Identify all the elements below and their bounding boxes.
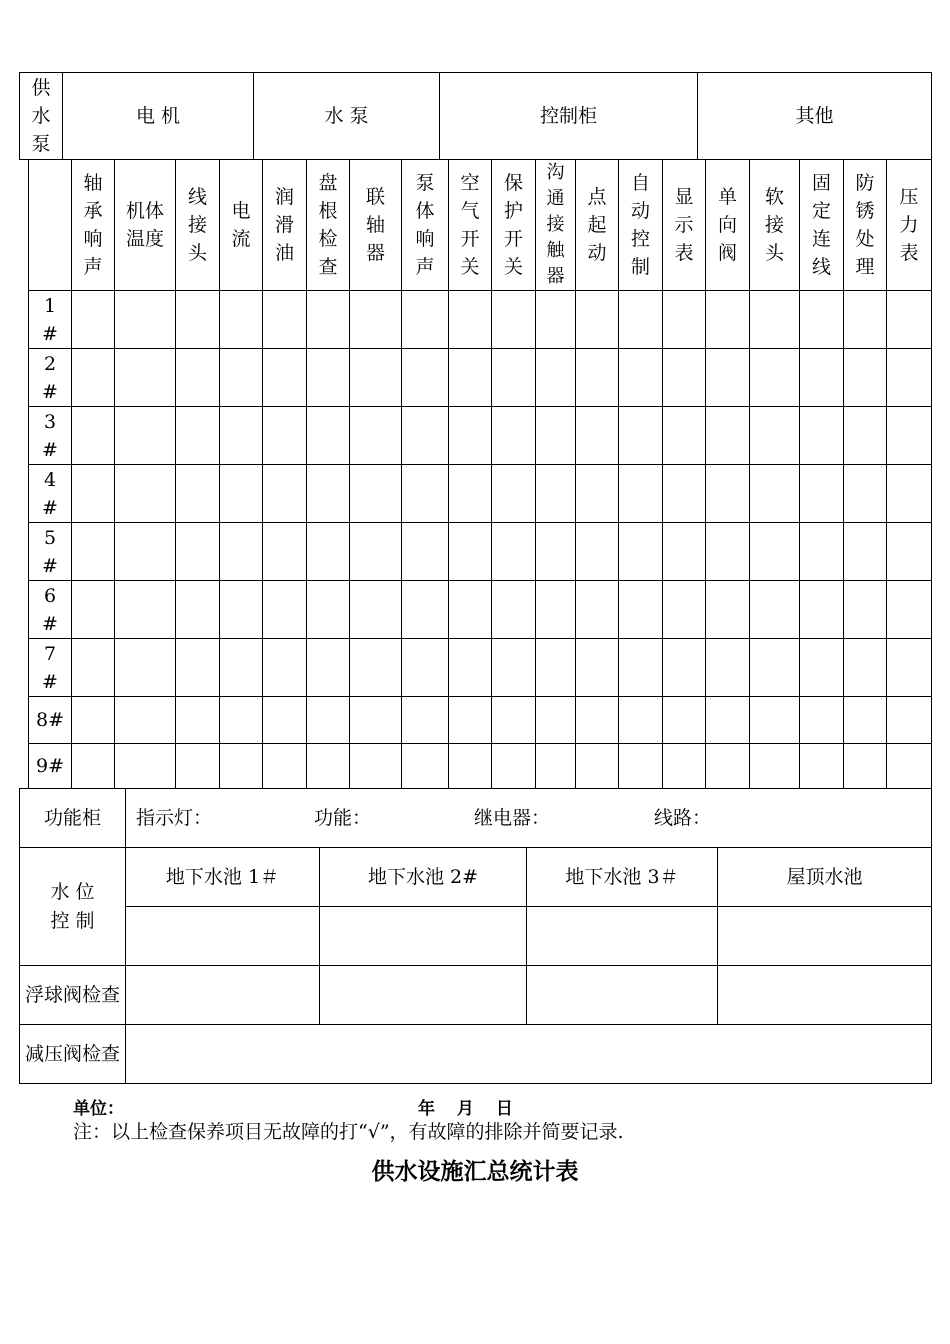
check-cell[interactable] — [800, 291, 844, 349]
check-cell[interactable] — [350, 744, 402, 789]
check-cell[interactable] — [220, 291, 263, 349]
check-cell[interactable] — [492, 349, 536, 407]
check-cell[interactable] — [115, 465, 176, 523]
column-header-row — [29, 160, 932, 291]
wiring-label: 线路： — [654, 807, 712, 829]
pump-row-label-cell — [29, 349, 72, 407]
check-cell[interactable] — [536, 349, 576, 407]
check-cell[interactable] — [449, 744, 492, 789]
col-header: 压力表 — [887, 160, 932, 291]
check-cell[interactable] — [844, 291, 887, 349]
check-cell[interactable] — [307, 465, 350, 523]
group-pump: 水 泵 — [254, 73, 440, 160]
pump-row-label-cell — [29, 523, 72, 581]
col-header: 润滑油 — [263, 160, 307, 291]
check-cell[interactable] — [844, 465, 887, 523]
check-cell[interactable] — [887, 581, 932, 639]
check-cell[interactable] — [220, 407, 263, 465]
check-cell[interactable] — [706, 697, 750, 744]
pool-2-header: 地下水池 2# — [320, 848, 527, 907]
check-cell[interactable] — [706, 523, 750, 581]
pump-row-label: 6# — [42, 584, 58, 635]
note-text: 注：以上检查保养项目无故障的打“√”，有故障的排除并简要记录. — [73, 1121, 624, 1143]
check-cell[interactable] — [220, 349, 263, 407]
check-cell[interactable] — [176, 349, 220, 407]
col-header: 轴承响声 — [72, 160, 115, 291]
check-cell[interactable] — [115, 744, 176, 789]
check-cell[interactable] — [576, 465, 619, 523]
check-cell[interactable] — [492, 407, 536, 465]
check-cell[interactable] — [307, 407, 350, 465]
check-cell[interactable] — [307, 523, 350, 581]
check-cell[interactable] — [492, 697, 536, 744]
pump-row-label: 4# — [42, 468, 58, 519]
pump-row — [29, 639, 932, 697]
check-cell[interactable] — [449, 697, 492, 744]
check-cell[interactable] — [115, 407, 176, 465]
check-cell[interactable] — [844, 523, 887, 581]
check-cell[interactable] — [663, 465, 706, 523]
check-cell[interactable] — [115, 639, 176, 697]
check-cell[interactable] — [800, 697, 844, 744]
check-cell[interactable] — [350, 581, 402, 639]
check-cell[interactable] — [887, 465, 932, 523]
pressure-valve-cell[interactable] — [126, 1025, 932, 1084]
check-cell[interactable] — [887, 349, 932, 407]
check-cell[interactable] — [576, 407, 619, 465]
pump-row-label-cell — [29, 465, 72, 523]
check-cell[interactable] — [263, 639, 307, 697]
check-cell[interactable] — [800, 465, 844, 523]
float-valve-cell[interactable] — [527, 966, 718, 1025]
check-cell[interactable] — [844, 581, 887, 639]
check-cell[interactable] — [307, 639, 350, 697]
roof-pool-value[interactable] — [718, 907, 932, 966]
check-cell[interactable] — [492, 465, 536, 523]
check-cell[interactable] — [536, 639, 576, 697]
check-cell[interactable] — [492, 744, 536, 789]
pump-row — [29, 697, 932, 744]
check-cell[interactable] — [220, 523, 263, 581]
indicator-light-label: 指示灯： — [136, 807, 213, 829]
check-cell[interactable] — [844, 349, 887, 407]
check-cell[interactable] — [663, 639, 706, 697]
date-label: 年 月 日 — [418, 1099, 513, 1119]
pump-row — [29, 407, 932, 465]
pool-header-row — [20, 848, 932, 907]
check-cell[interactable] — [176, 291, 220, 349]
check-cell[interactable] — [619, 291, 663, 349]
check-cell[interactable] — [350, 291, 402, 349]
check-cell[interactable] — [887, 407, 932, 465]
col-header: 线接头 — [176, 160, 220, 291]
pump-row-label: 8# — [35, 709, 64, 731]
check-cell[interactable] — [402, 744, 449, 789]
check-cell[interactable] — [750, 697, 800, 744]
unit-label: 单位： — [73, 1099, 124, 1119]
col-header: 单向阀 — [706, 160, 750, 291]
check-cell[interactable] — [72, 523, 115, 581]
check-cell[interactable] — [263, 407, 307, 465]
check-cell[interactable] — [350, 349, 402, 407]
col-header: 盘根检查 — [307, 160, 350, 291]
check-cell[interactable] — [72, 697, 115, 744]
water-level-values-row — [20, 907, 932, 966]
check-cell[interactable] — [750, 744, 800, 789]
check-cell[interactable] — [844, 744, 887, 789]
check-cell[interactable] — [887, 744, 932, 789]
check-cell[interactable] — [263, 291, 307, 349]
check-cell[interactable] — [887, 291, 932, 349]
check-cell[interactable] — [576, 744, 619, 789]
function-cabinet-row — [20, 789, 932, 848]
check-cell[interactable] — [536, 523, 576, 581]
check-cell[interactable] — [350, 465, 402, 523]
check-cell[interactable] — [492, 639, 536, 697]
check-cell[interactable] — [176, 581, 220, 639]
check-cell[interactable] — [220, 744, 263, 789]
check-cell[interactable] — [115, 349, 176, 407]
check-cell[interactable] — [263, 465, 307, 523]
float-valve-label: 浮球阀检查 — [20, 966, 126, 1025]
check-cell[interactable] — [492, 291, 536, 349]
function-label: 功能： — [314, 807, 372, 829]
check-cell[interactable] — [115, 291, 176, 349]
check-cell[interactable] — [72, 744, 115, 789]
check-cell[interactable] — [576, 523, 619, 581]
check-cell[interactable] — [706, 349, 750, 407]
function-cabinet-items — [126, 789, 932, 848]
check-cell[interactable] — [536, 291, 576, 349]
col-header: 泵体响声 — [402, 160, 449, 291]
check-cell[interactable] — [800, 581, 844, 639]
check-cell[interactable] — [176, 697, 220, 744]
check-cell[interactable] — [402, 407, 449, 465]
check-cell[interactable] — [619, 697, 663, 744]
check-cell[interactable] — [263, 744, 307, 789]
pressure-valve-row — [20, 1025, 932, 1084]
check-cell[interactable] — [220, 639, 263, 697]
pump-row-label-cell — [29, 291, 72, 349]
roof-pool-header: 屋顶水池 — [718, 848, 932, 907]
float-valve-cell[interactable] — [126, 966, 320, 1025]
check-cell[interactable] — [72, 349, 115, 407]
check-cell[interactable] — [750, 291, 800, 349]
check-cell[interactable] — [402, 291, 449, 349]
check-cell[interactable] — [176, 465, 220, 523]
check-cell[interactable] — [536, 407, 576, 465]
pump-row-label-cell — [29, 639, 72, 697]
pump-row — [29, 291, 932, 349]
row-label-header — [29, 160, 72, 291]
col-header: 显示表 — [663, 160, 706, 291]
check-cell[interactable] — [115, 581, 176, 639]
water-level-label: 水 位 控 制 — [50, 880, 95, 932]
pump-row — [29, 523, 932, 581]
check-cell[interactable] — [449, 639, 492, 697]
col-header: 空气开关 — [449, 160, 492, 291]
check-cell[interactable] — [887, 523, 932, 581]
check-cell[interactable] — [800, 639, 844, 697]
pump-row — [29, 744, 932, 789]
pool-3-value[interactable] — [527, 907, 718, 966]
check-cell[interactable] — [350, 523, 402, 581]
check-cell[interactable] — [536, 744, 576, 789]
float-valve-cell[interactable] — [718, 966, 932, 1025]
col-header: 自动控制 — [619, 160, 663, 291]
check-cell[interactable] — [844, 697, 887, 744]
check-cell[interactable] — [887, 639, 932, 697]
col-header: 点起动 — [576, 160, 619, 291]
check-cell[interactable] — [663, 697, 706, 744]
inspection-grid — [28, 159, 932, 789]
check-cell[interactable] — [350, 407, 402, 465]
check-cell[interactable] — [402, 697, 449, 744]
check-cell[interactable] — [220, 697, 263, 744]
check-cell[interactable] — [619, 744, 663, 789]
pump-row-label: 3# — [42, 410, 58, 461]
function-cabinet-label: 功能柜 — [20, 789, 126, 848]
pump-row-label: 5# — [42, 526, 58, 577]
check-cell[interactable] — [263, 581, 307, 639]
col-header: 电流 — [220, 160, 263, 291]
check-cell[interactable] — [307, 581, 350, 639]
check-cell[interactable] — [263, 349, 307, 407]
col-header: 沟通接触器 — [536, 160, 576, 291]
pump-row-label-cell — [29, 744, 72, 789]
check-cell[interactable] — [536, 465, 576, 523]
check-cell[interactable] — [576, 639, 619, 697]
group-other: 其他 — [698, 73, 932, 160]
check-cell[interactable] — [536, 697, 576, 744]
check-cell[interactable] — [307, 744, 350, 789]
check-cell[interactable] — [800, 744, 844, 789]
col-header: 保护开关 — [492, 160, 536, 291]
check-cell[interactable] — [750, 407, 800, 465]
check-cell[interactable] — [663, 349, 706, 407]
check-cell[interactable] — [307, 697, 350, 744]
check-cell[interactable] — [536, 581, 576, 639]
check-cell[interactable] — [176, 523, 220, 581]
group-header-row — [20, 73, 932, 160]
check-cell[interactable] — [663, 291, 706, 349]
pump-row-label: 9# — [35, 755, 64, 777]
check-cell[interactable] — [176, 407, 220, 465]
pump-row-label: 2# — [42, 352, 58, 403]
check-cell[interactable] — [402, 523, 449, 581]
corner-label: 供水泵 — [31, 77, 51, 155]
pump-rows — [29, 291, 932, 789]
check-cell[interactable] — [449, 349, 492, 407]
check-cell[interactable] — [800, 523, 844, 581]
check-cell[interactable] — [800, 349, 844, 407]
pool-3-header: 地下水池 3＃ — [527, 848, 718, 907]
pool-1-header: 地下水池 1＃ — [126, 848, 320, 907]
document-title: 供水设施汇总统计表 — [371, 1159, 579, 1185]
check-cell[interactable] — [449, 291, 492, 349]
check-cell[interactable] — [619, 581, 663, 639]
pump-row-label-cell — [29, 697, 72, 744]
check-cell[interactable] — [449, 465, 492, 523]
col-header: 防锈处理 — [844, 160, 887, 291]
check-cell[interactable] — [663, 744, 706, 789]
col-header: 软接头 — [750, 160, 800, 291]
check-cell[interactable] — [220, 465, 263, 523]
check-cell[interactable] — [663, 581, 706, 639]
pump-row — [29, 465, 932, 523]
check-cell[interactable] — [115, 697, 176, 744]
check-cell[interactable] — [492, 523, 536, 581]
check-cell[interactable] — [576, 291, 619, 349]
check-cell[interactable] — [72, 291, 115, 349]
check-cell[interactable] — [619, 349, 663, 407]
water-level-label-cell — [20, 848, 126, 966]
check-cell[interactable] — [706, 581, 750, 639]
pump-row-label-cell — [29, 581, 72, 639]
check-cell[interactable] — [72, 639, 115, 697]
lower-section-table — [19, 788, 932, 1084]
check-cell[interactable] — [619, 523, 663, 581]
pool-2-value[interactable] — [320, 907, 527, 966]
check-cell[interactable] — [220, 581, 263, 639]
check-cell[interactable] — [402, 581, 449, 639]
check-cell[interactable] — [800, 407, 844, 465]
relay-label: 继电器： — [474, 807, 551, 829]
check-cell[interactable] — [72, 407, 115, 465]
check-cell[interactable] — [844, 407, 887, 465]
check-cell[interactable] — [263, 697, 307, 744]
check-cell[interactable] — [402, 639, 449, 697]
check-cell[interactable] — [663, 407, 706, 465]
check-cell[interactable] — [449, 581, 492, 639]
pump-row — [29, 349, 932, 407]
pump-row-label: 1# — [42, 294, 58, 345]
check-cell[interactable] — [576, 697, 619, 744]
check-cell[interactable] — [576, 581, 619, 639]
group-motor: 电 机 — [63, 73, 254, 160]
check-cell[interactable] — [115, 523, 176, 581]
check-cell[interactable] — [402, 349, 449, 407]
check-cell[interactable] — [350, 697, 402, 744]
pump-row-label: 7# — [42, 642, 58, 693]
check-cell[interactable] — [263, 523, 307, 581]
check-cell[interactable] — [844, 639, 887, 697]
check-cell[interactable] — [706, 407, 750, 465]
pump-row — [29, 581, 932, 639]
check-cell[interactable] — [492, 581, 536, 639]
check-cell[interactable] — [750, 465, 800, 523]
pressure-valve-label: 减压阀检查 — [20, 1025, 126, 1084]
check-cell[interactable] — [72, 581, 115, 639]
pool-1-value[interactable] — [126, 907, 320, 966]
float-valve-row — [20, 966, 932, 1025]
check-cell[interactable] — [706, 744, 750, 789]
check-cell[interactable] — [706, 291, 750, 349]
check-cell[interactable] — [663, 523, 706, 581]
group-header-table — [19, 72, 932, 160]
check-cell[interactable] — [619, 407, 663, 465]
check-cell[interactable] — [176, 744, 220, 789]
check-cell[interactable] — [307, 291, 350, 349]
check-cell[interactable] — [402, 465, 449, 523]
check-cell[interactable] — [619, 465, 663, 523]
check-cell[interactable] — [706, 465, 750, 523]
check-cell[interactable] — [619, 639, 663, 697]
check-cell[interactable] — [176, 639, 220, 697]
check-cell[interactable] — [449, 407, 492, 465]
check-cell[interactable] — [750, 639, 800, 697]
group-control-cabinet: 控制柜 — [440, 73, 698, 160]
check-cell[interactable] — [750, 523, 800, 581]
float-valve-cell[interactable] — [320, 966, 527, 1025]
check-cell[interactable] — [576, 349, 619, 407]
col-header: 联轴器 — [350, 160, 402, 291]
check-cell[interactable] — [72, 465, 115, 523]
check-cell[interactable] — [750, 349, 800, 407]
col-header: 固定连线 — [800, 160, 844, 291]
check-cell[interactable] — [750, 581, 800, 639]
check-cell[interactable] — [350, 639, 402, 697]
check-cell[interactable] — [449, 523, 492, 581]
col-header: 机体温度 — [115, 160, 176, 291]
pump-row-label-cell — [29, 407, 72, 465]
check-cell[interactable] — [706, 639, 750, 697]
check-cell[interactable] — [307, 349, 350, 407]
check-cell[interactable] — [887, 697, 932, 744]
corner-cell — [20, 73, 63, 160]
